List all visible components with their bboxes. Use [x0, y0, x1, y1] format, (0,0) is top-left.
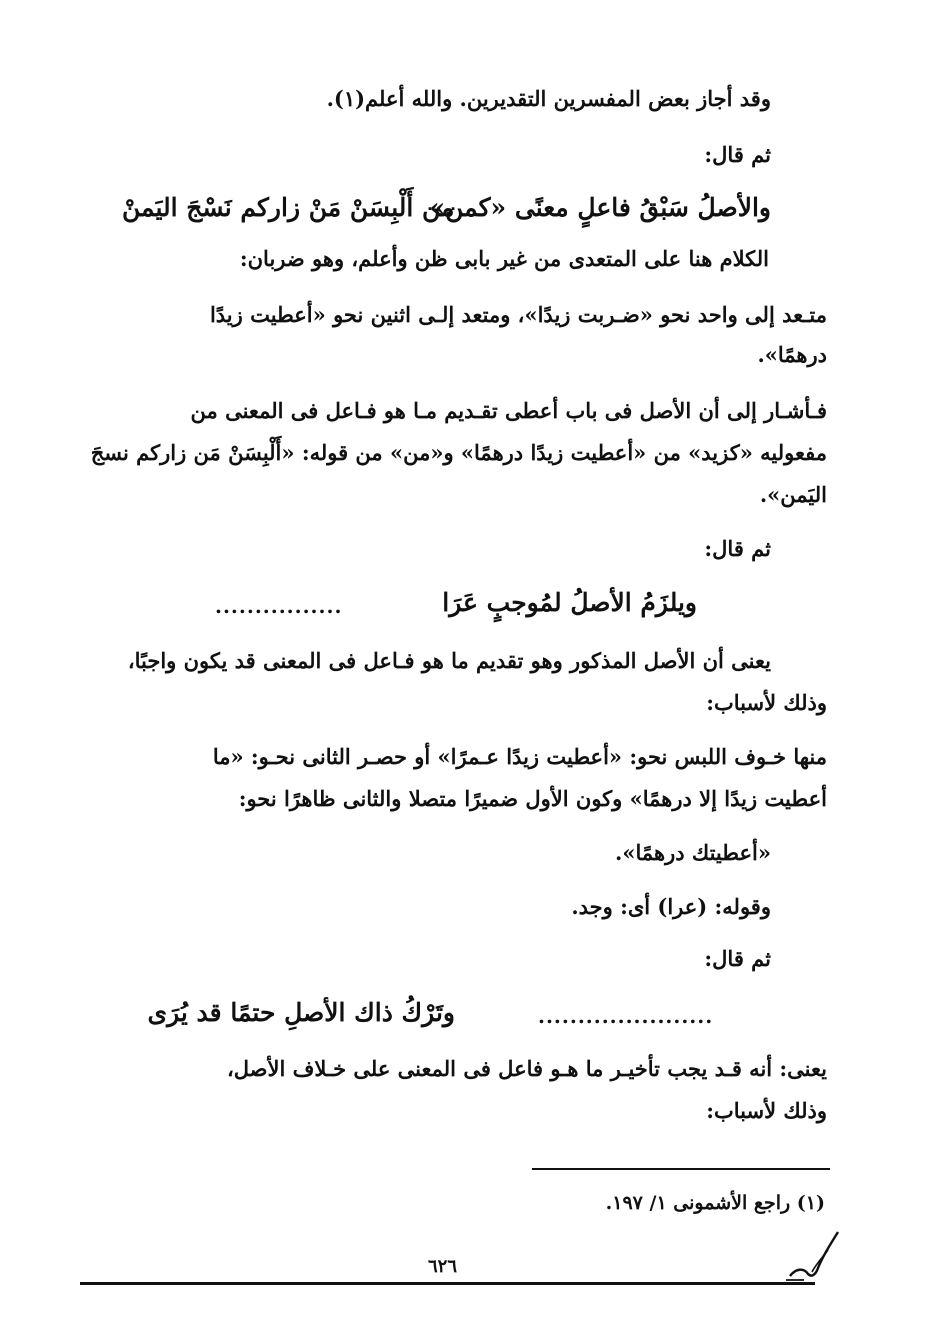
text-line-13: أعطيت زيدًا إلا درهمًا» وكون الأول ضميرًا متصلا والثانى ظاهرًا نحو:	[238, 786, 827, 811]
text-line-7: مفعوليه «كزيد» من «أعطيت زيدًا درهمًا» و«من» من قوله: «أَلْبِسَنْ مَن زاركم نسجَ	[90, 440, 827, 465]
text-line-8: اليَمن».	[759, 482, 827, 507]
verse-1-second-hemistich: من أَلْبِسَنْ مَنْ زاركم نَسْجَ اليَمنْ	[122, 193, 455, 222]
text-line-9: ثم قال:	[704, 536, 771, 561]
verse-2-first-hemistich: ويلزَمُ الأصلُ لمُوجبٍ عَرَا	[442, 588, 697, 617]
text-line-16: ثم قال:	[704, 946, 771, 971]
text-line-17: يعنى: أنه قـد يجب تأخيـر ما هـو فاعل فى المعنى على خـلاف الأصل،	[227, 1056, 827, 1081]
text-line-4: متـعد إلى واحد نحو «ضـربت زيدًا»، ومتعد إلـى اثنين نحو «أعطيت زيدًا	[209, 302, 827, 327]
page-number: ٦٢٦	[428, 1256, 458, 1277]
verse-2-ellipsis: ................	[215, 594, 343, 618]
bottom-rule	[80, 1282, 815, 1285]
verse-3-first-hemistich: وتَرْكُ ذاك الأصلِ حتمًا قد يُرَى	[147, 998, 455, 1027]
quill-pen-icon	[782, 1228, 842, 1284]
footnote-separator	[532, 1168, 830, 1170]
text-line-1: وقد أجاز بعض المفسرين التقديرين. والله أعلم(١).	[326, 86, 771, 111]
text-line-18: وذلك لأسباب:	[706, 1098, 827, 1123]
text-line-5: درهمًا».	[757, 342, 827, 367]
verse-1-first-hemistich: والأصلُ سَبْقُ فاعلٍ معنًى «كمن»	[429, 193, 771, 222]
text-line-14: «أعطيتك درهمًا».	[615, 840, 771, 865]
verse-3-ellipsis: ......................	[538, 1004, 714, 1028]
text-line-3: الكلام هنا على المتعدى من غير بابى ظن وأعلم، وهو ضربان:	[239, 246, 769, 271]
text-line-11: وذلك لأسباب:	[706, 690, 827, 715]
text-line-2: ثم قال:	[704, 142, 771, 167]
footnote: (١) راجع الأشمونى ١/ ١٩٧.	[605, 1192, 825, 1214]
text-line-12: منها خـوف اللبس نحو: «أعطيت زيدًا عـمرًا» أو حصـر الثانى نحـو: «ما	[212, 744, 827, 769]
text-line-15: وقوله: (عرا) أى: وجد.	[571, 894, 771, 919]
text-line-10: يعنى أن الأصل المذكور وهو تقديم ما هو فـاعل فى المعنى قد يكون واجبًا،	[127, 648, 771, 673]
text-line-6: فـأشـار إلى أن الأصل فى باب أعطى تقـديم مـا هو فـاعل فى المعنى من	[190, 398, 827, 423]
